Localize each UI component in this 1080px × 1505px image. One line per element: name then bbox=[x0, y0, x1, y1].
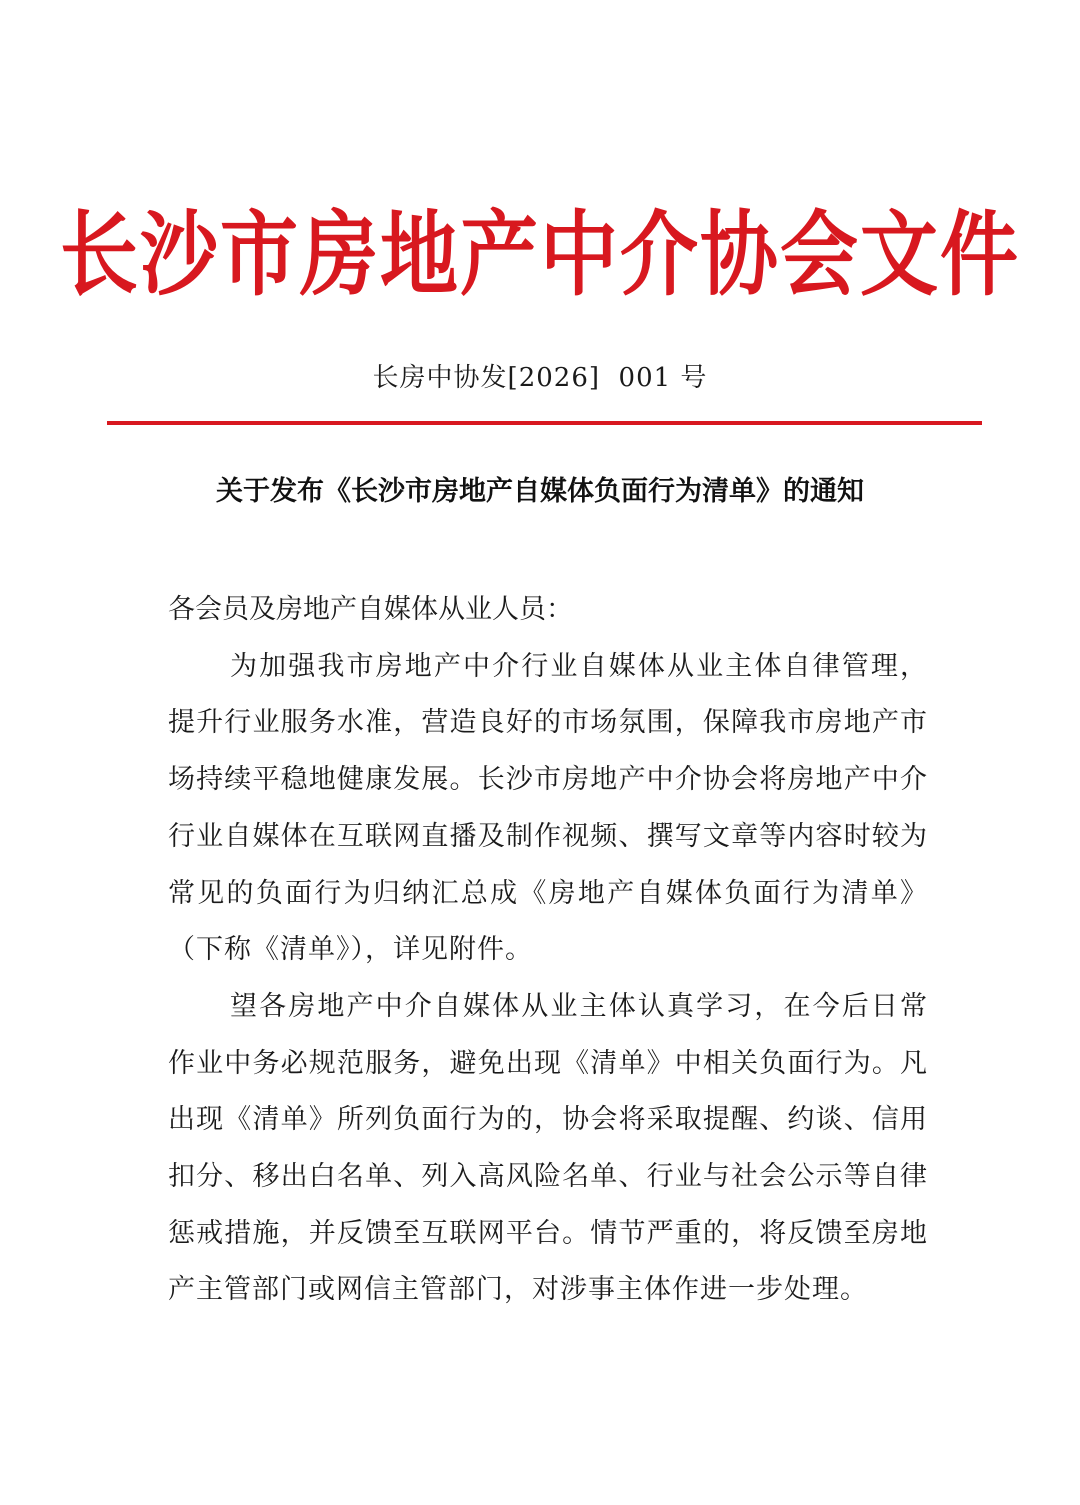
notice-title: 关于发布《长沙市房地产自媒体负面行为清单》的通知 bbox=[216, 476, 864, 507]
salutation: 各会员及房地产自媒体从业人员： bbox=[168, 594, 573, 625]
red-divider bbox=[107, 421, 982, 425]
paragraph-2: 望各房地产中介自媒体从业主体认真学习，在今后日常作业中务必规范服务，避免出现《清单》中相关负面行为。凡出现《清单》所列负面行为的，协会将采取提醒、约谈、信用扣分、移出白名单、列入高风险名单、行业与社会公示等自律惩戒措施，并反馈至互联网平台。情节严重的，将反馈至房地产主管部门或网信主管部门，对涉事主体作进一步处理。 bbox=[168, 990, 928, 1306]
document-number: 长房中协发[2026] 001 号 bbox=[372, 363, 708, 393]
paragraph-1: 为加强我市房地产中介行业自媒体从业主体自律管理，提升行业服务水准，营造良好的市场氛围，保障我市房地产市场持续平稳地健康发展。长沙市房地产中介协会将房地产中介行业自媒体在互联网直播及制作视频、撰写文章等内容时较为常见的负面行为归纳汇总成《房地产自媒体负面行为清单》（下称《清单》），详见附件。 bbox=[168, 650, 928, 966]
notice-body bbox=[168, 582, 928, 1319]
masthead-title: 长沙市房地产中介协会文件 bbox=[59, 201, 1020, 309]
